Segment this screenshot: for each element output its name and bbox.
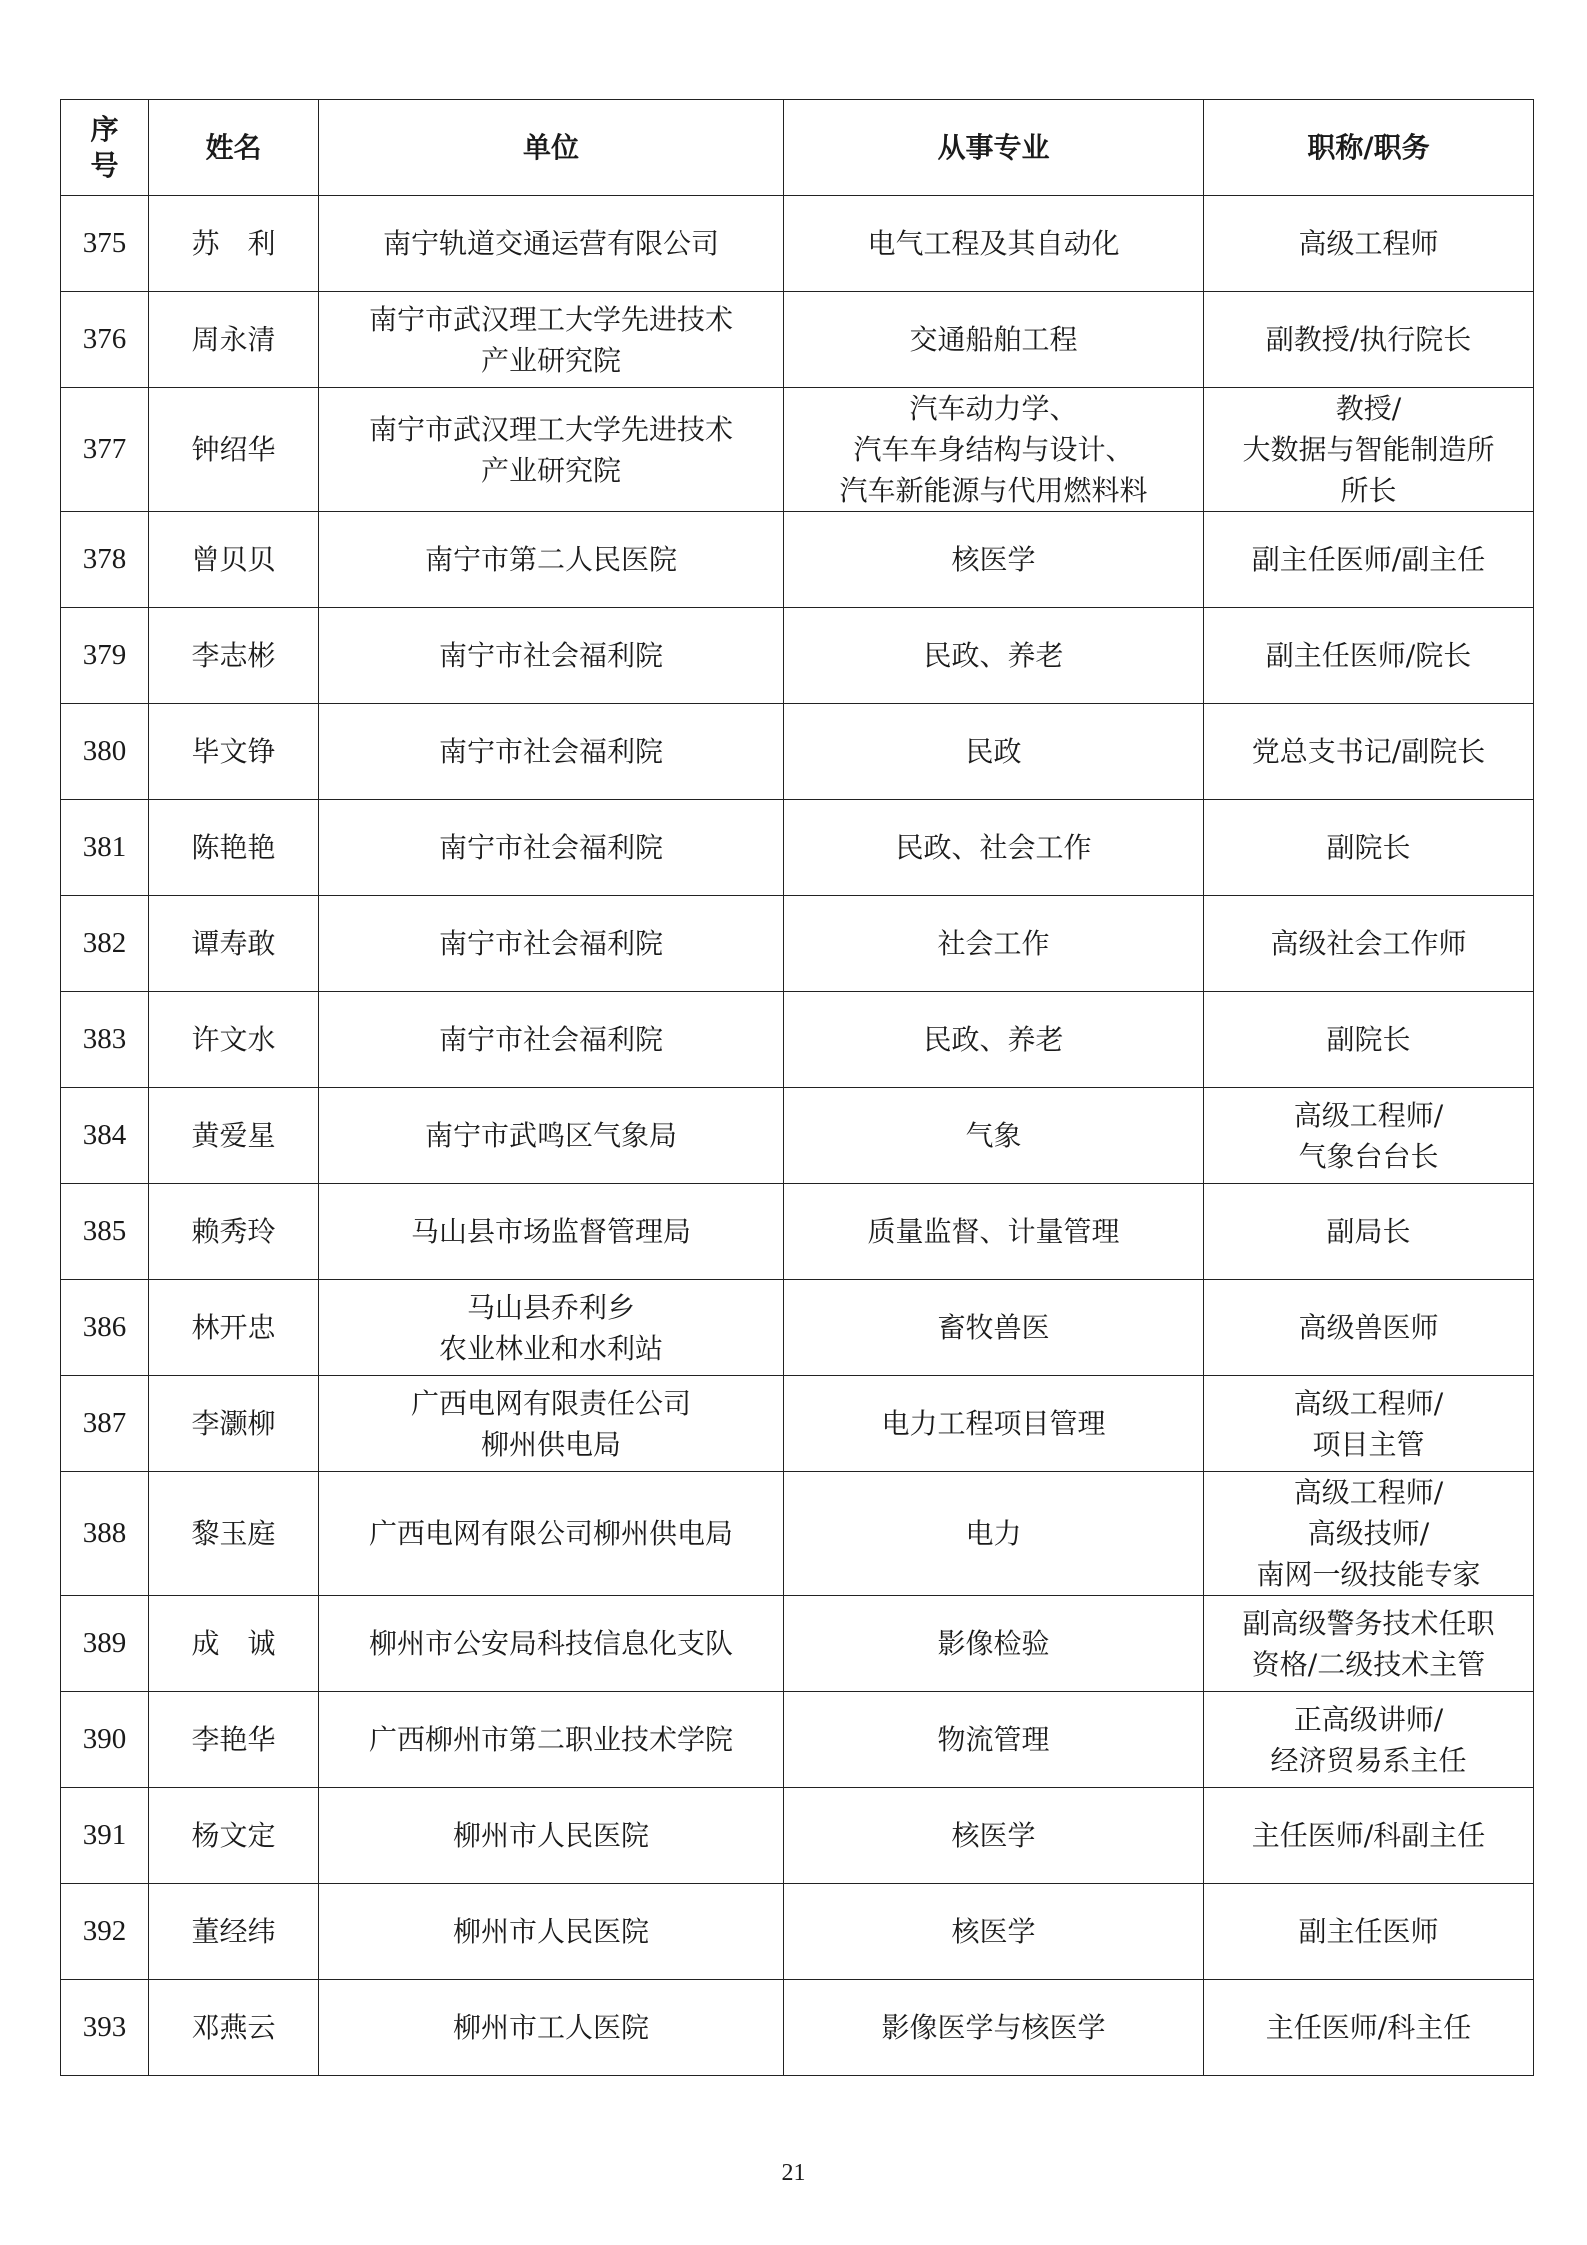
cell-unit [319, 992, 784, 1088]
cell-title [1204, 1088, 1534, 1184]
cell-unit [319, 800, 784, 896]
cell-unit-text: 南宁市社会福利院 [438, 927, 663, 960]
cell-title [1204, 704, 1534, 800]
cell-index [61, 896, 149, 992]
cell-name [149, 388, 319, 512]
cell-unit [319, 512, 784, 608]
cell-index [61, 704, 149, 800]
cell-name-text: 陈艳艳 [191, 831, 276, 864]
cell-index-text: 391 [82, 1819, 127, 1851]
cell-index [61, 292, 149, 388]
table-row [61, 1884, 1534, 1980]
cell-index-text: 381 [82, 831, 127, 863]
cell-name-text: 曾贝贝 [191, 543, 276, 576]
cell-name-text: 董经纬 [191, 1915, 276, 1948]
cell-index-text: 383 [82, 1023, 127, 1055]
cell-name [149, 608, 319, 704]
cell-name-text: 黄爱星 [191, 1119, 276, 1152]
cell-specialty [784, 292, 1204, 388]
cell-unit-text: 南宁市武汉理工大学先进技术 产业研究院 [368, 302, 733, 377]
cell-specialty-text: 影像医学与核医学 [881, 2011, 1106, 2044]
cell-title-text: 副院长 [1326, 831, 1411, 864]
cell-unit-text: 柳州市工人医院 [452, 2011, 649, 2044]
cell-index-text: 375 [82, 227, 127, 259]
cell-unit [319, 1280, 784, 1376]
cell-specialty-text: 气象 [965, 1119, 1022, 1152]
cell-title-text: 副院长 [1326, 1023, 1411, 1056]
cell-name [149, 1692, 319, 1788]
cell-name [149, 704, 319, 800]
cell-name [149, 292, 319, 388]
cell-title-text: 高级工程师/ 高级技师/ 南网一级技能专家 [1256, 1476, 1481, 1591]
cell-unit [319, 292, 784, 388]
cell-specialty [784, 1280, 1204, 1376]
cell-unit-text: 南宁轨道交通运营有限公司 [382, 227, 719, 260]
cell-specialty [784, 704, 1204, 800]
cell-title [1204, 1788, 1534, 1884]
cell-title-text: 主任医师/科副主任 [1251, 1819, 1486, 1852]
cell-unit [319, 896, 784, 992]
table-row [61, 1376, 1534, 1472]
cell-name-text: 周永清 [191, 323, 276, 356]
table-row [61, 1184, 1534, 1280]
cell-name-text: 苏 利 [191, 227, 276, 260]
cell-specialty-text: 核医学 [951, 1915, 1036, 1948]
cell-name-text: 李艳华 [191, 1723, 276, 1756]
cell-name [149, 1596, 319, 1692]
cell-specialty-text: 影像检验 [937, 1627, 1050, 1660]
cell-unit [319, 388, 784, 512]
cell-index-text: 377 [82, 433, 127, 465]
cell-index-text: 379 [82, 639, 127, 671]
cell-unit [319, 1088, 784, 1184]
cell-specialty [784, 896, 1204, 992]
table-row [61, 800, 1534, 896]
table-row [61, 292, 1534, 388]
cell-name-text: 谭寿敢 [191, 927, 276, 960]
cell-specialty-text: 社会工作 [937, 927, 1050, 960]
cell-index [61, 1184, 149, 1280]
cell-index [61, 1980, 149, 2076]
cell-title [1204, 388, 1534, 512]
cell-title-text: 高级工程师/ 气象台台长 [1293, 1098, 1444, 1173]
cell-unit [319, 704, 784, 800]
cell-title-text: 教授/ 大数据与智能制造所 所长 [1242, 392, 1495, 507]
cell-unit-text: 广西电网有限公司柳州供电局 [368, 1517, 733, 1550]
cell-unit-text: 南宁市武汉理工大学先进技术 产业研究院 [368, 412, 733, 487]
cell-title-text: 高级兽医师 [1298, 1311, 1439, 1344]
cell-specialty [784, 1184, 1204, 1280]
cell-unit-text: 南宁市社会福利院 [438, 735, 663, 768]
cell-index-text: 382 [82, 927, 127, 959]
cell-unit-text: 广西电网有限责任公司 柳州供电局 [410, 1386, 691, 1461]
cell-title-text: 副主任医师/院长 [1265, 639, 1472, 672]
cell-name [149, 1788, 319, 1884]
page-number: 21 [781, 2160, 806, 2186]
cell-index [61, 1376, 149, 1472]
cell-title-text: 高级工程师/ 项目主管 [1293, 1386, 1444, 1461]
cell-specialty [784, 1472, 1204, 1596]
cell-specialty [784, 1596, 1204, 1692]
cell-specialty-text: 核医学 [951, 543, 1036, 576]
cell-specialty-text: 电力 [965, 1517, 1022, 1550]
cell-title-text: 副高级警务技术任职 资格/二级技术主管 [1242, 1606, 1495, 1681]
cell-unit-text: 南宁市第二人民医院 [424, 543, 677, 576]
cell-unit [319, 1376, 784, 1472]
cell-index-text: 384 [82, 1119, 127, 1151]
cell-title-text: 副主任医师/副主任 [1251, 543, 1486, 576]
cell-title-text: 高级社会工作师 [1270, 927, 1467, 960]
cell-index [61, 196, 149, 292]
cell-name-text: 赖秀玲 [191, 1215, 276, 1248]
cell-unit [319, 196, 784, 292]
cell-name-text: 黎玉庭 [191, 1517, 276, 1550]
cell-title-text: 党总支书记/副院长 [1251, 735, 1486, 768]
cell-specialty-text: 核医学 [951, 1819, 1036, 1852]
cell-index-text: 393 [82, 2011, 127, 2043]
cell-title [1204, 800, 1534, 896]
cell-title [1204, 896, 1534, 992]
cell-name [149, 800, 319, 896]
cell-name [149, 1884, 319, 1980]
cell-specialty-text: 民政 [965, 735, 1022, 768]
cell-index [61, 512, 149, 608]
cell-name-text: 钟绍华 [191, 433, 276, 466]
cell-specialty [784, 800, 1204, 896]
cell-specialty [784, 1884, 1204, 1980]
cell-title [1204, 292, 1534, 388]
cell-unit [319, 1472, 784, 1596]
cell-index [61, 800, 149, 896]
cell-unit-text: 广西柳州市第二职业技术学院 [368, 1723, 733, 1756]
cell-title [1204, 992, 1534, 1088]
cell-name [149, 196, 319, 292]
cell-specialty [784, 512, 1204, 608]
cell-specialty-text: 质量监督、计量管理 [867, 1215, 1120, 1248]
cell-name [149, 1184, 319, 1280]
cell-name-text: 李志彬 [191, 639, 276, 672]
cell-index [61, 1884, 149, 1980]
table-row [61, 1788, 1534, 1884]
header-title: 职称/职务 [1204, 100, 1534, 196]
cell-index [61, 608, 149, 704]
table-header-row [61, 100, 1534, 196]
cell-specialty-text: 民政、养老 [923, 639, 1064, 672]
table-row [61, 992, 1534, 1088]
cell-title-text: 副主任医师 [1298, 1915, 1439, 1948]
cell-name [149, 512, 319, 608]
cell-name-text: 毕文铮 [191, 735, 276, 768]
cell-title [1204, 1692, 1534, 1788]
table-row [61, 608, 1534, 704]
cell-title [1204, 1472, 1534, 1596]
cell-index [61, 1788, 149, 1884]
cell-name-text: 许文水 [191, 1023, 276, 1056]
cell-specialty-text: 电力工程项目管理 [881, 1407, 1106, 1440]
cell-specialty [784, 608, 1204, 704]
header-index: 序 号 [61, 100, 149, 196]
cell-index-text: 385 [82, 1215, 127, 1247]
cell-name-text: 杨文定 [191, 1819, 276, 1852]
cell-index [61, 1280, 149, 1376]
cell-index [61, 1692, 149, 1788]
cell-unit-text: 南宁市武鸣区气象局 [424, 1119, 677, 1152]
cell-unit-text: 马山县乔利乡 农业林业和水利站 [438, 1290, 663, 1365]
cell-specialty-text: 物流管理 [937, 1723, 1050, 1756]
cell-index-text: 386 [82, 1311, 127, 1343]
cell-title-text: 正高级讲师/ 经济贸易系主任 [1270, 1702, 1467, 1777]
table-row [61, 196, 1534, 292]
cell-name-text: 李灏柳 [191, 1407, 276, 1440]
cell-unit [319, 1692, 784, 1788]
cell-index [61, 1472, 149, 1596]
cell-name [149, 896, 319, 992]
cell-specialty [784, 1788, 1204, 1884]
table-row [61, 1980, 1534, 2076]
table-row [61, 1088, 1534, 1184]
cell-unit-text: 南宁市社会福利院 [438, 831, 663, 864]
cell-specialty-text: 电气工程及其自动化 [867, 227, 1120, 260]
cell-index [61, 1088, 149, 1184]
cell-specialty-text: 民政、养老 [923, 1023, 1064, 1056]
cell-unit-text: 马山县市场监督管理局 [410, 1215, 691, 1248]
cell-index-text: 387 [82, 1407, 127, 1439]
cell-index-text: 378 [82, 543, 127, 575]
header-unit: 单位 [319, 100, 784, 196]
cell-unit-text: 南宁市社会福利院 [438, 639, 663, 672]
cell-name-text: 成 诚 [191, 1627, 276, 1660]
cell-index-text: 390 [82, 1723, 127, 1755]
cell-unit [319, 608, 784, 704]
table-row [61, 1596, 1534, 1692]
cell-unit [319, 1184, 784, 1280]
table-row [61, 1280, 1534, 1376]
table-row [61, 388, 1534, 512]
cell-title [1204, 1884, 1534, 1980]
cell-index [61, 388, 149, 512]
cell-unit-text: 柳州市人民医院 [452, 1819, 649, 1852]
cell-specialty [784, 1376, 1204, 1472]
cell-unit [319, 1788, 784, 1884]
table-row [61, 704, 1534, 800]
cell-name-text: 邓燕云 [191, 2011, 276, 2044]
cell-name [149, 992, 319, 1088]
cell-name-text: 林开忠 [191, 1311, 276, 1344]
cell-specialty [784, 196, 1204, 292]
cell-specialty [784, 1692, 1204, 1788]
cell-specialty [784, 388, 1204, 512]
cell-name [149, 1088, 319, 1184]
cell-index-text: 376 [82, 323, 127, 355]
cell-index-text: 392 [82, 1915, 127, 1947]
cell-index [61, 1596, 149, 1692]
cell-title [1204, 1980, 1534, 2076]
cell-index-text: 389 [82, 1627, 127, 1659]
cell-title-text: 副教授/执行院长 [1265, 323, 1472, 356]
cell-specialty-text: 畜牧兽医 [937, 1311, 1050, 1344]
cell-name [149, 1376, 319, 1472]
cell-title-text: 副局长 [1326, 1215, 1411, 1248]
cell-specialty [784, 1088, 1204, 1184]
table-row [61, 1692, 1534, 1788]
cell-index [61, 992, 149, 1088]
cell-specialty-text: 汽车动力学、 汽车车身结构与设计、 汽车新能源与代用燃料料 [839, 392, 1148, 507]
cell-title [1204, 1184, 1534, 1280]
cell-unit-text: 南宁市社会福利院 [438, 1023, 663, 1056]
cell-unit-text: 柳州市公安局科技信息化支队 [368, 1627, 733, 1660]
header-specialty: 从事专业 [784, 100, 1204, 196]
cell-title-text: 高级工程师 [1298, 227, 1439, 260]
cell-specialty [784, 1980, 1204, 2076]
cell-unit [319, 1884, 784, 1980]
table-row [61, 512, 1534, 608]
table-body [61, 196, 1534, 2076]
cell-title [1204, 608, 1534, 704]
cell-unit-text: 柳州市人民医院 [452, 1915, 649, 1948]
cell-specialty-text: 交通船舶工程 [909, 323, 1078, 356]
cell-title [1204, 196, 1534, 292]
cell-name [149, 1280, 319, 1376]
cell-unit [319, 1980, 784, 2076]
header-name: 姓名 [149, 100, 319, 196]
cell-title-text: 主任医师/科主任 [1265, 2011, 1472, 2044]
cell-title [1204, 1280, 1534, 1376]
cell-specialty-text: 民政、社会工作 [895, 831, 1092, 864]
cell-name [149, 1980, 319, 2076]
cell-name [149, 1472, 319, 1596]
table-row [61, 896, 1534, 992]
cell-title [1204, 1596, 1534, 1692]
cell-title [1204, 512, 1534, 608]
cell-index-text: 388 [82, 1517, 127, 1549]
table-row [61, 1472, 1534, 1596]
cell-title [1204, 1376, 1534, 1472]
cell-index-text: 380 [82, 735, 127, 767]
cell-specialty [784, 992, 1204, 1088]
personnel-table [60, 99, 1534, 2076]
cell-unit [319, 1596, 784, 1692]
